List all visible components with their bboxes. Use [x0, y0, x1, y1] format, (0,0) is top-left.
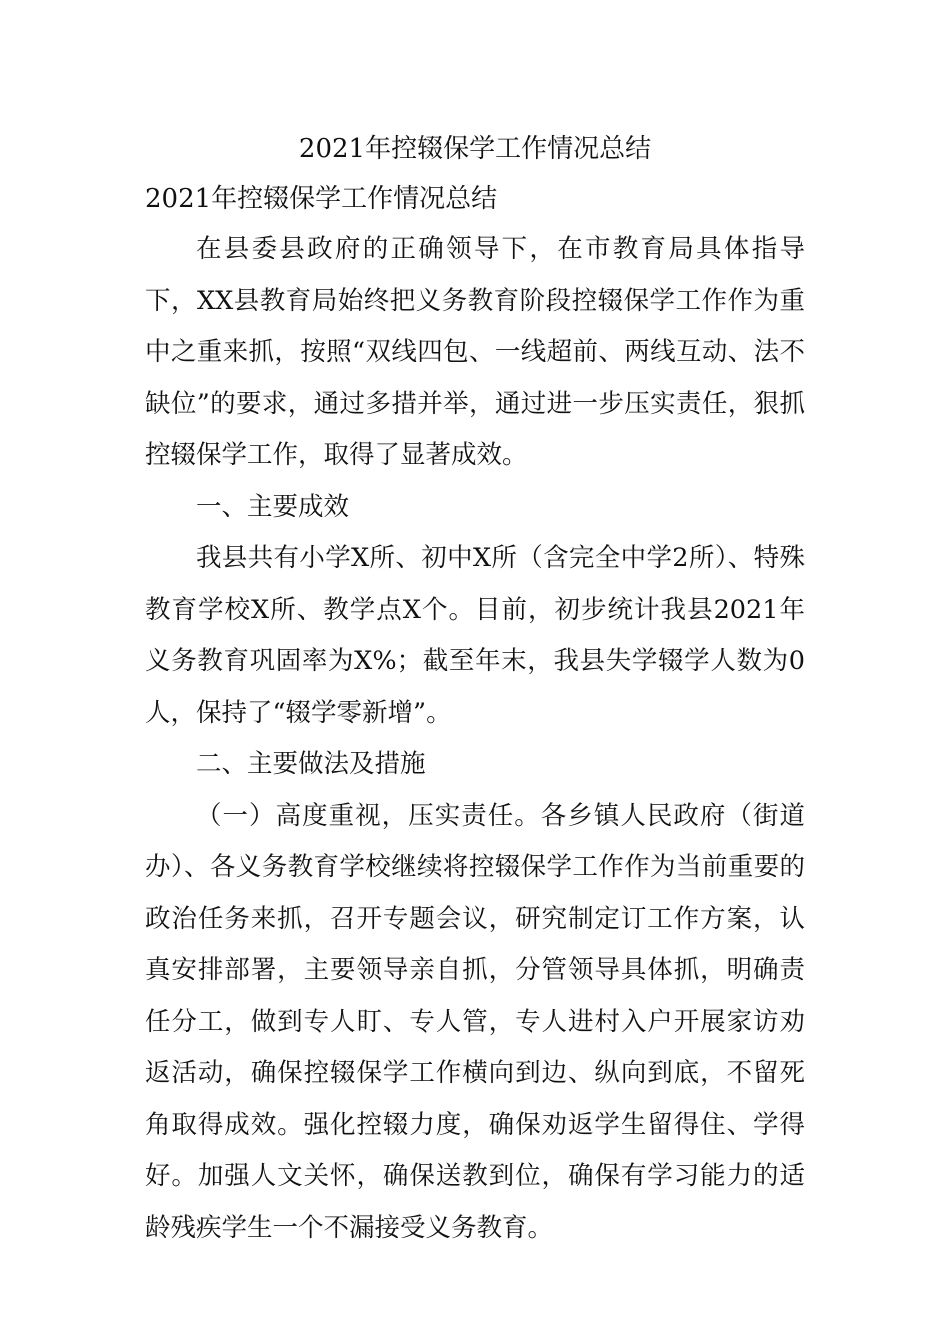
section-1-paragraph: 我县共有小学X所、初中X所（含完全中学2所）、特殊教育学校X所、教学点X个。目前，初步统计我县2021年义务教育巩固率为X%；截至年末，我县失学辍学人数为0人，保持了“辍学零新增”。	[145, 543, 805, 728]
document-subtitle: 2021年控辍保学工作情况总结	[145, 184, 498, 214]
document-title: 2021年控辍保学工作情况总结	[298, 134, 652, 164]
section-2-item-1-paragraph: （一）高度重视，压实责任。各乡镇人民政府（街道办）、各义务教育学校继续将控辍保学工作作为当前重要的政治任务来抓，召开专题会议，研究制定订工作方案，认真安排部署，主要领导亲自抓，分管领导具体抓，明确责任分工，做到专人盯、专人管，专人进村入户开展家访劝返活动，确保控辍保学工作横向到边、纵向到底，不留死角取得成效。强化控辍力度，确保劝返学生留得住、学得好。加强人文关怀，确保送教到位，确保有学习能力的适龄残疾学生一个不漏接受义务教育。	[145, 800, 805, 1243]
intro-paragraph: 在县委县政府的正确领导下，在市教育局具体指导下，XX县教育局始终把义务教育阶段控辍保学工作作为重中之重来抓，按照“双线四包、一线超前、两线互动、法不缺位”的要求，通过多措并举，通过进一步压实责任，狠抓控辍保学工作，取得了显著成效。	[145, 234, 805, 470]
document-body	[145, 224, 805, 1254]
section-1-heading: 一、主要成效	[196, 491, 350, 522]
section-2-heading: 二、主要做法及措施	[196, 749, 426, 779]
